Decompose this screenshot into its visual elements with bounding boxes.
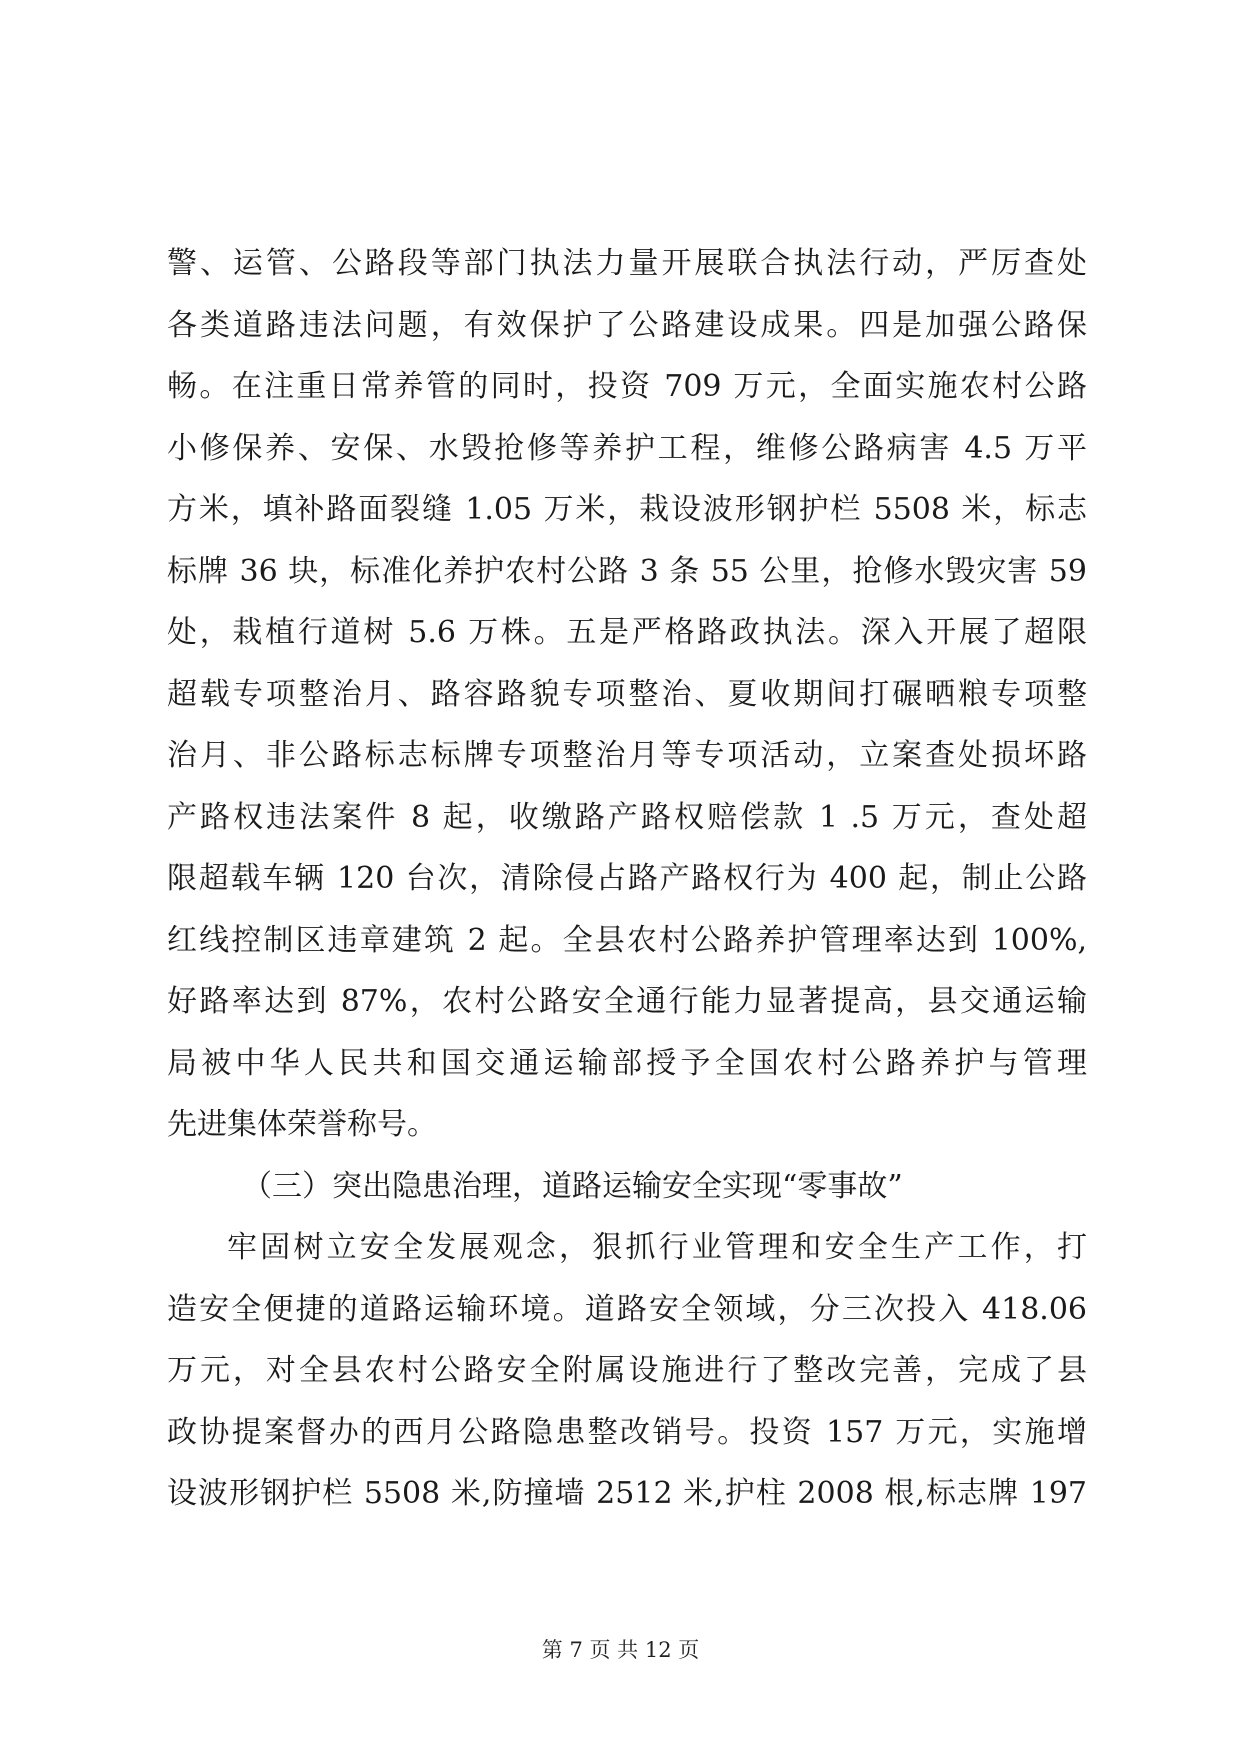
body-line: 设波形钢护栏 5508 米,防撞墙 2512 米,护柱 2008 根,标志牌 197 [167,1476,1087,1511]
document-body [167,233,1087,1525]
body-line: 处，栽植行道树 5.6 万株。五是严格路政执法。深入开展了超限 [167,615,1087,650]
body-line: 产路权违法案件 8 起，收缴路产路权赔偿款 1 .5 万元，查处超 [167,799,1087,835]
body-line: 红线控制区违章建筑 2 起。全县农村公路养护管理率达到 100%, [167,922,1087,958]
body-line: 标牌 36 块，标准化养护农村公路 3 条 55 公里，抢修水毁灾害 59 [167,553,1087,589]
body-line: 造安全便捷的道路运输环境。道路安全领域，分三次投入 418.06 [167,1291,1087,1327]
page-footer [0,1636,1241,1664]
section-heading: （三）突出隐患治理，道路运输安全实现“零事故” [242,1168,903,1204]
body-line: 好路率达到 87%，农村公路安全通行能力显著提高，县交通运输 [167,984,1087,1019]
body-line: 牢固树立安全发展观念，狠抓行业管理和安全生产工作，打 [227,1230,1087,1265]
body-line: 万元，对全县农村公路安全附属设施进行了整改完善，完成了县 [167,1353,1087,1388]
body-line: 畅。在注重日常养管的同时，投资 709 万元，全面实施农村公路 [167,369,1087,404]
body-line: 小修保养、安保、水毁抢修等养护工程，维修公路病害 4.5 万平 [167,430,1087,466]
body-line: 先进集体荣誉称号。 [167,1107,437,1142]
body-line: 各类道路违法问题，有效保护了公路建设成果。四是加强公路保 [167,307,1087,343]
body-line: 警、运管、公路段等部门执法力量开展联合执法行动，严厉查处 [167,246,1087,281]
body-line: 方米，填补路面裂缝 1.05 万米，栽设波形钢护栏 5508 米，标志 [167,492,1087,527]
body-line: 限超载车辆 120 台次，清除侵占路产路权行为 400 起，制止公路 [167,861,1087,896]
body-line: 治月、非公路标志标牌专项整治月等专项活动，立案查处损坏路 [167,738,1087,773]
body-line: 局被中华人民共和国交通运输部授予全国农村公路养护与管理 [167,1045,1087,1081]
page-number: 第 7 页 共 12 页 [541,1638,700,1662]
body-line: 政协提案督办的西月公路隐患整改销号。投资 157 万元，实施增 [167,1414,1087,1450]
body-line: 超载专项整治月、路容路貌专项整治、夏收期间打碾晒粮专项整 [167,676,1087,712]
